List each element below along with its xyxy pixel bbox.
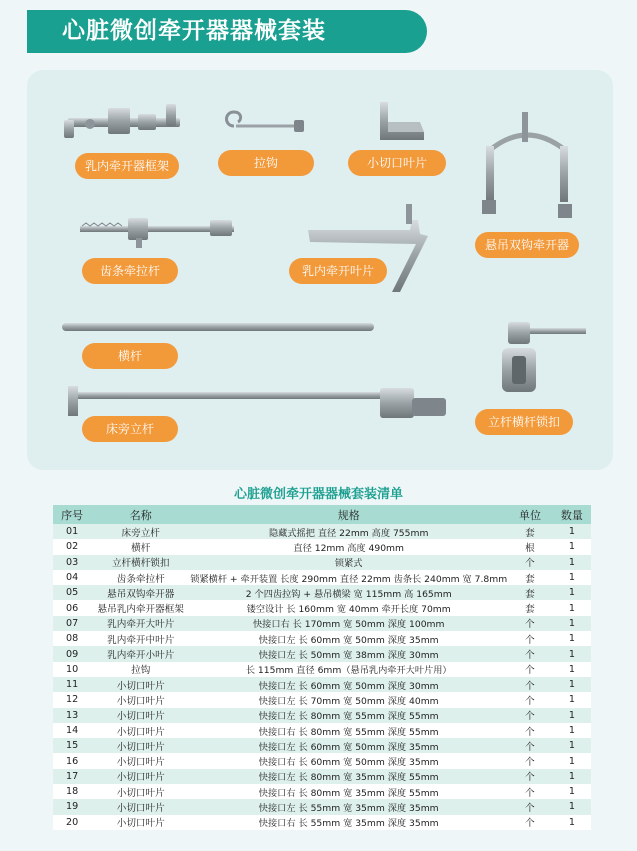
cell-qty: 1 [553,753,591,768]
cell-spec: 镂空设计 长 160mm 宽 40mm 牵开长度 70mm [190,600,507,615]
cell-index: 05 [53,585,91,600]
table-row [53,631,591,646]
table-row [53,539,591,554]
cell-unit: 个 [507,723,553,738]
cell-unit: 个 [507,616,553,631]
cell-qty: 1 [553,738,591,753]
list-title: 心脏微创牵开器器械套装清单 [233,487,403,502]
cell-qty: 1 [553,784,591,799]
suspension-double-hook-retractor-image [480,110,575,225]
cell-unit: 根 [507,539,553,554]
cell-unit: 套 [507,570,553,585]
cell-index: 13 [53,708,91,723]
table-row [53,662,591,677]
cell-unit: 个 [507,708,553,723]
cell-name: 乳内牵开小叶片 [91,646,190,661]
cell-name: 小切口叶片 [91,677,190,692]
label-rack-retractor-bar: 齿条牵拉杆 [82,258,178,284]
cell-spec: 快接口左 长 60mm 宽 50mm 深度 30mm [190,677,507,692]
table-row [53,616,591,631]
table-row [53,570,591,585]
table-row [53,723,591,738]
cell-name: 小切口叶片 [91,708,190,723]
cell-spec: 快接口左 长 50mm 宽 38mm 深度 30mm [190,646,507,661]
table-row [53,585,591,600]
cell-name: 床旁立杆 [91,524,190,539]
mammary-retractor-blade-image [300,200,440,300]
cell-qty: 1 [553,662,591,677]
cell-qty: 1 [553,723,591,738]
cell-unit: 套 [507,524,553,539]
cell-name: 小切口叶片 [91,723,190,738]
cell-unit: 个 [507,799,553,814]
pole-crossbar-lock-image [490,320,590,400]
cell-index: 02 [53,539,91,554]
cell-qty: 1 [553,692,591,707]
cell-spec: 快接口左 长 55mm 宽 35mm 深度 35mm [190,799,507,814]
cell-name: 拉钩 [91,662,190,677]
cell-unit: 个 [507,555,553,570]
cell-qty: 1 [553,570,591,585]
cell-spec: 快接口左 长 60mm 宽 50mm 深度 35mm [190,631,507,646]
page-title: 心脏微创牵开器器械套装 [27,10,427,53]
table-row [53,600,591,615]
cell-index: 11 [53,677,91,692]
cell-index: 06 [53,600,91,615]
label-pole-crossbar-lock: 立杆横杆锁扣 [475,409,573,435]
col-header-name: 名称 [91,505,190,524]
cell-index: 18 [53,784,91,799]
cell-qty: 1 [553,539,591,554]
table-row [53,555,591,570]
cell-spec: 快接口左 长 80mm 宽 55mm 深度 55mm [190,708,507,723]
cell-unit: 个 [507,677,553,692]
cell-name: 立杆横杆锁扣 [91,555,190,570]
table-row [53,738,591,753]
cell-spec: 锁紧横杆 + 牵开装置 长度 290mm 直径 22mm 齿条长 240mm 宽 7.8mm [190,570,507,585]
cell-name: 悬吊双钩牵开器 [91,585,190,600]
cell-spec: 快接口右 长 170mm 宽 50mm 深度 100mm [190,616,507,631]
cell-index: 04 [53,570,91,585]
cell-name: 横杆 [91,539,190,554]
cell-name: 小切口叶片 [91,692,190,707]
cell-qty: 1 [553,815,591,830]
cell-spec: 快接口左 长 70mm 宽 50mm 深度 40mm [190,692,507,707]
cell-unit: 个 [507,815,553,830]
cell-unit: 个 [507,738,553,753]
cell-name: 悬吊乳内牵开器框架 [91,600,190,615]
label-hook: 拉钩 [218,150,314,176]
cell-spec: 2 个四齿拉钩 + 悬吊横梁 宽 115mm 高 165mm [190,585,507,600]
cell-index: 09 [53,646,91,661]
table-row [53,815,591,830]
cell-unit: 个 [507,646,553,661]
cell-qty: 1 [553,524,591,539]
cell-spec: 快接口右 长 60mm 宽 50mm 深度 35mm [190,753,507,768]
cell-qty: 1 [553,769,591,784]
spec-table [53,505,591,830]
cell-name: 小切口叶片 [91,769,190,784]
cell-qty: 1 [553,616,591,631]
cell-qty: 1 [553,585,591,600]
cell-name: 小切口叶片 [91,753,190,768]
cell-spec: 快接口右 长 80mm 宽 35mm 深度 55mm [190,784,507,799]
crossbar-image [60,320,376,334]
cell-name: 齿条牵拉杆 [91,570,190,585]
cell-qty: 1 [553,646,591,661]
table-row [53,708,591,723]
cell-index: 01 [53,524,91,539]
cell-qty: 1 [553,555,591,570]
cell-index: 12 [53,692,91,707]
table-row [53,677,591,692]
table-row [53,524,591,539]
small-incision-blade-image [370,98,430,146]
hook-image [220,108,310,143]
label-suspension-double-hook-retractor: 悬吊双钩牵开器 [475,232,579,258]
label-mammary-retractor-blade: 乳内牵开叶片 [289,258,387,284]
table-header-row [53,505,591,524]
cell-spec: 快接口右 长 80mm 宽 55mm 深度 55mm [190,723,507,738]
table-row [53,692,591,707]
cell-spec: 快接口右 长 55mm 宽 35mm 深度 35mm [190,815,507,830]
cell-index: 03 [53,555,91,570]
label-crossbar: 横杆 [82,343,178,369]
label-bedside-pole: 床旁立杆 [82,416,178,442]
cell-unit: 个 [507,692,553,707]
cell-spec: 快接口左 长 60mm 宽 50mm 深度 35mm [190,738,507,753]
cell-index: 19 [53,799,91,814]
cell-spec: 直径 12mm 高度 490mm [190,539,507,554]
cell-index: 20 [53,815,91,830]
cell-name: 乳内牵开中叶片 [91,631,190,646]
cell-index: 10 [53,662,91,677]
cell-index: 17 [53,769,91,784]
cell-index: 14 [53,723,91,738]
cell-spec: 隐藏式摇把 直径 22mm 高度 755mm [190,524,507,539]
cell-qty: 1 [553,631,591,646]
table-row [53,753,591,768]
mammary-retractor-frame-image [62,100,187,145]
cell-index: 16 [53,753,91,768]
cell-qty: 1 [553,677,591,692]
cell-name: 小切口叶片 [91,799,190,814]
cell-qty: 1 [553,600,591,615]
label-mammary-retractor-frame: 乳内牵开器框架 [75,153,179,179]
cell-spec: 快接口左 长 80mm 宽 35mm 深度 55mm [190,769,507,784]
table-row [53,784,591,799]
col-header-spec: 规格 [190,505,507,524]
cell-name: 小切口叶片 [91,784,190,799]
cell-unit: 个 [507,753,553,768]
col-header-index: 序号 [53,505,91,524]
cell-qty: 1 [553,799,591,814]
cell-qty: 1 [553,708,591,723]
cell-unit: 个 [507,631,553,646]
cell-name: 小切口叶片 [91,815,190,830]
table-row [53,646,591,661]
label-small-incision-blade: 小切口叶片 [348,150,446,176]
cell-name: 乳内牵开大叶片 [91,616,190,631]
cell-index: 15 [53,738,91,753]
cell-unit: 套 [507,600,553,615]
table-row [53,769,591,784]
cell-unit: 个 [507,662,553,677]
col-header-qty: 数量 [553,505,591,524]
cell-unit: 个 [507,769,553,784]
col-header-unit: 单位 [507,505,553,524]
cell-index: 08 [53,631,91,646]
cell-spec: 锁紧式 [190,555,507,570]
cell-index: 07 [53,616,91,631]
cell-unit: 个 [507,784,553,799]
rack-retractor-bar-image [78,210,238,250]
cell-name: 小切口叶片 [91,738,190,753]
cell-spec: 长 115mm 直径 6mm（悬吊乳内牵开大叶片用） [190,662,507,677]
table-row [53,799,591,814]
cell-unit: 套 [507,585,553,600]
